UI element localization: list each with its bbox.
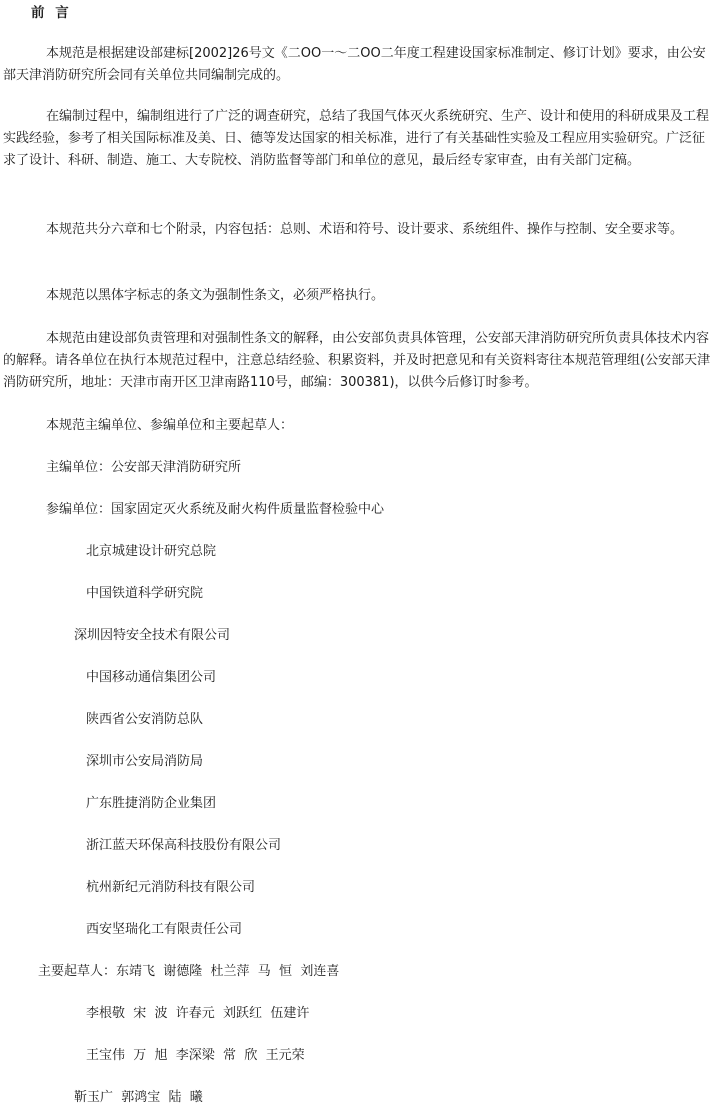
participating-unit: 杭州新纪元消防科技有限公司 <box>86 880 256 895</box>
participating-unit: 陕西省公安消防总队 <box>86 712 204 727</box>
chief-unit: 主编单位：公安部天津消防研究所 <box>46 460 242 475</box>
units-intro: 本规范主编单位、参编单位和主要起草人： <box>46 418 294 433</box>
drafters-first-line: 主要起草人：东靖飞 谢德隆 杜兰萍 马 恒 刘连喜 <box>38 964 340 979</box>
participating-unit: 中国铁道科学研究院 <box>86 586 204 601</box>
participating-unit: 北京城建设计研究总院 <box>86 544 217 559</box>
participating-unit: 深圳因特安全技术有限公司 <box>74 628 231 643</box>
participating-unit-first: 参编单位：国家固定灭火系统及耐火构件质量监督检验中心 <box>46 502 385 517</box>
paragraph-basis: 本规范是根据建设部建标[2002]26号文《二OO一～二OO二年度工程建设国家标准制定、修订计划》要求，由公安部天津消防研究所会同有关单位共同编制完成的。 <box>3 46 706 83</box>
participating-unit: 浙江蓝天环保高科技股份有限公司 <box>86 838 282 853</box>
drafters-line: 王宝伟 万 旭 李深梁 常 欣 王元荣 <box>86 1048 305 1063</box>
paragraph-compilation: 在编制过程中，编制组进行了广泛的调查研究，总结了我国气体灭火系统研究、生产、设计和使用的科研成果及工程实践经验，参考了相关国际标准及美、日、德等发达国家的相关标准，进行了有关基础性实验及工程应用实验研究。广泛征求了设计、科研、制造、施工、大专院校、消防监督等部门和单位的意见，最后经专家审查，由有关部门定稿。 <box>3 109 710 168</box>
paragraph-management: 本规范由建设部负责管理和对强制性条文的解释，由公安部负责具体管理，公安部天津消防研究所负责具体技术内容的解释。请各单位在执行本规范过程中，注意总结经验、积累资料，并及时把意见和有关资料寄往本规范管理组(公安部天津消防研究所，地址：天津市南开区卫津南路110号，邮编：300381)，以供今后修订时参考。 <box>3 331 711 390</box>
drafters-line: 靳玉广 郭鸿宝 陆 曦 <box>74 1090 203 1105</box>
page-title: 前 言 <box>31 5 69 21</box>
participating-unit: 中国移动通信集团公司 <box>86 670 217 685</box>
participating-unit: 西安坚瑞化工有限责任公司 <box>86 922 243 937</box>
paragraph-mandatory: 本规范以黑体字标志的条文为强制性条文，必须严格执行。 <box>46 288 385 303</box>
paragraph-contents: 本规范共分六章和七个附录，内容包括：总则、术语和符号、设计要求、系统组件、操作与控制、安全要求等。 <box>46 222 684 237</box>
participating-unit: 深圳市公安局消防局 <box>86 754 204 769</box>
drafters-line: 李根敬 宋 波 许春元 刘跃红 伍建许 <box>86 1006 310 1021</box>
participating-unit: 广东胜捷消防企业集团 <box>86 796 217 811</box>
